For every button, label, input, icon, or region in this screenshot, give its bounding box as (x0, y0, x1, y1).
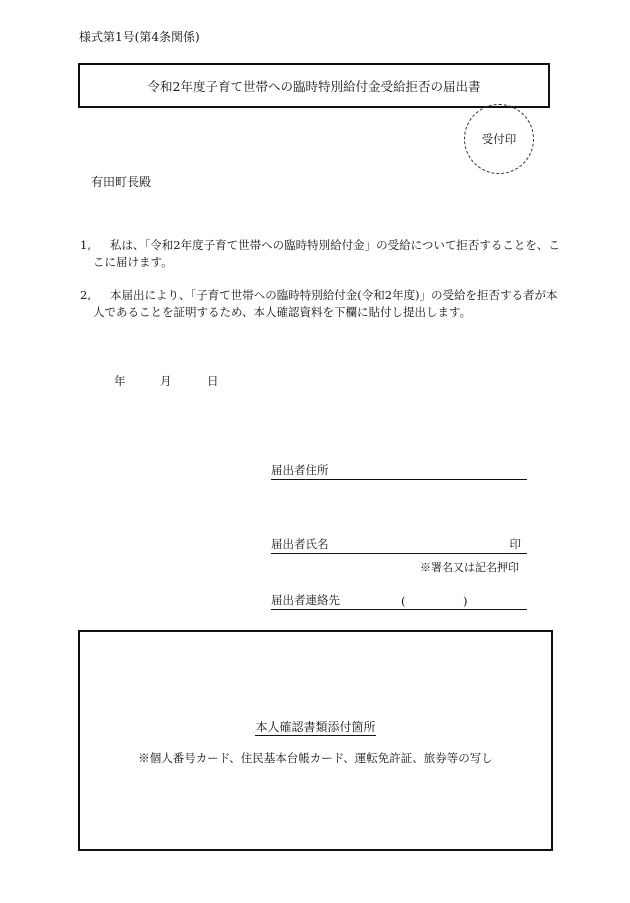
date-year-label: 年 (114, 374, 126, 388)
seal-mark: 印 (509, 537, 521, 551)
reception-stamp-circle (464, 104, 534, 174)
item-number: 1, (80, 238, 91, 252)
document-title-box (78, 63, 550, 108)
addressee: 有田町長殿 (91, 175, 152, 189)
item-text: 本届出により、「子育て世帯への臨時特別給付金(令和2年度)」の受給を拒否する者が本人であることを証明するため、本人確認資料を下欄に貼付し提出します。 (93, 288, 558, 319)
statement-item-1 (80, 237, 560, 271)
applicant-name-label: 届出者氏名 (271, 537, 329, 551)
id-document-attachment-area (78, 630, 553, 851)
applicant-name-field[interactable] (271, 537, 527, 554)
date-month-label: 月 (160, 374, 172, 388)
applicant-address-label: 届出者住所 (271, 463, 329, 477)
item-number: 2, (80, 288, 91, 302)
contact-paren-open: ( (401, 594, 406, 608)
attachment-title-row (80, 718, 551, 735)
applicant-address-field[interactable] (271, 463, 527, 480)
applicant-contact-label: 届出者連絡先 (271, 593, 340, 607)
contact-paren-close: ) (463, 594, 468, 608)
document-title: 令和2年度子育て世帯への臨時特別給付金受給拒否の届出書 (147, 78, 481, 94)
applicant-contact-field[interactable] (271, 593, 527, 610)
form-number: 様式第1号(第4条関係) (79, 30, 200, 44)
statement-item-2 (80, 287, 560, 321)
attachment-note: ※個人番号カード、住民基本台帳カード、運転免許証、旅券等の写し (138, 751, 493, 765)
item-text: 私は、「令和2年度子育て世帯への臨時特別給付金」の受給について拒否することを、ここに届けます。 (93, 238, 560, 269)
date-day-label: 日 (207, 374, 219, 388)
seal-note: ※署名又は記名押印 (420, 561, 519, 574)
attachment-title: 本人確認書類添付箇所 (255, 720, 376, 734)
reception-stamp-label: 受付印 (481, 132, 517, 146)
